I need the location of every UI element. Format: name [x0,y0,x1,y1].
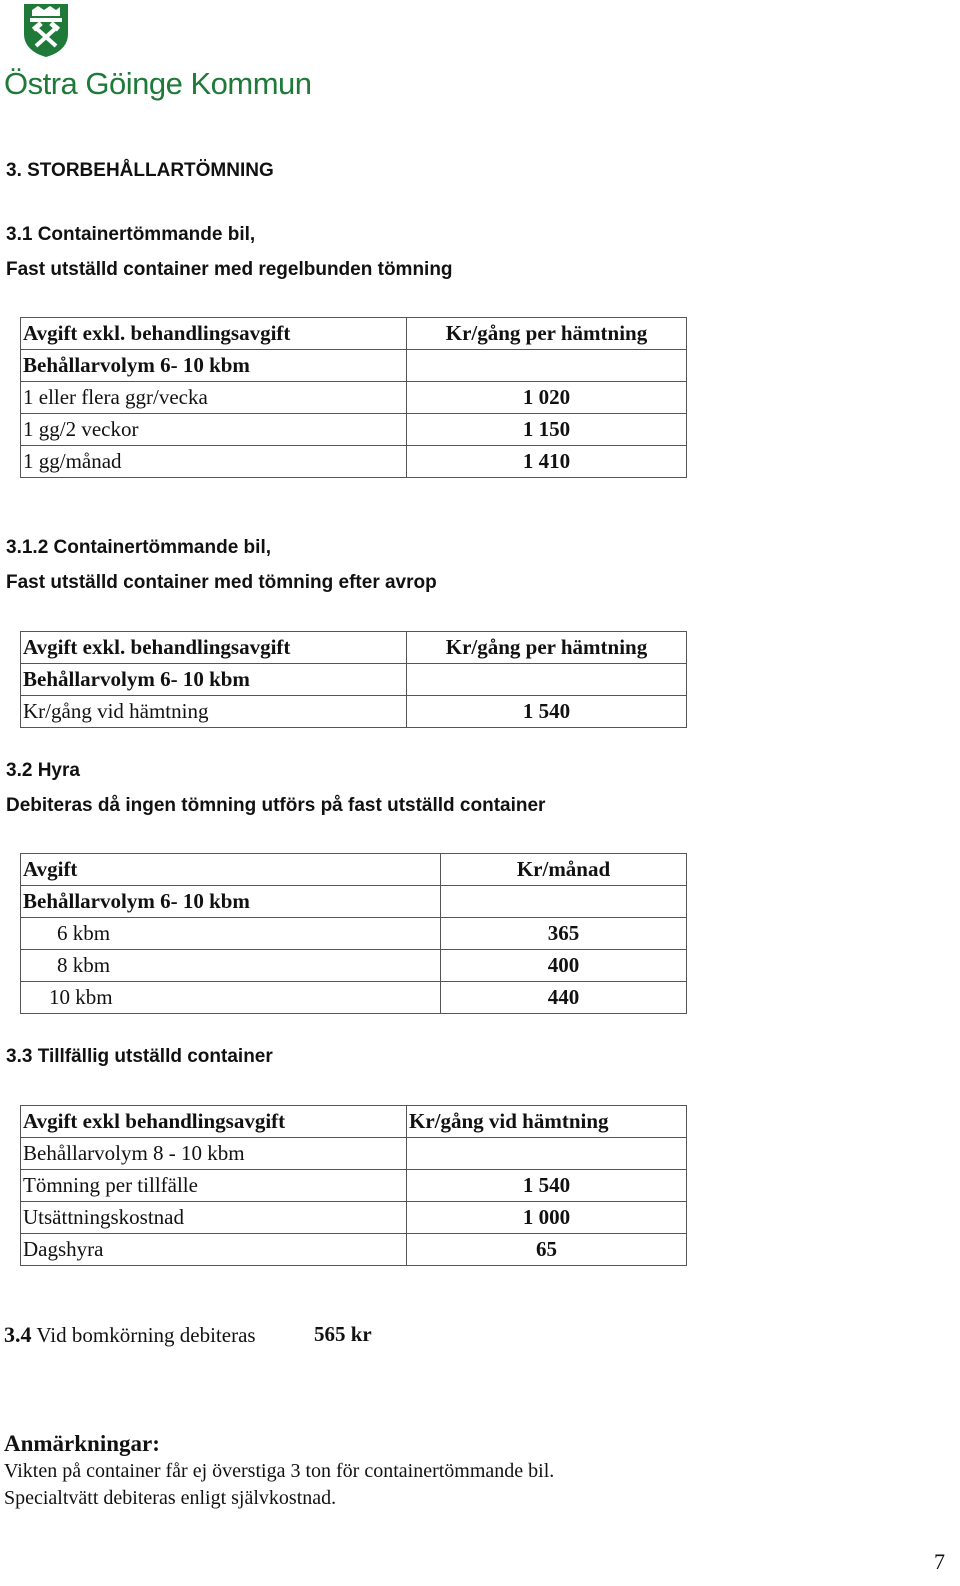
table-header-row [21,1106,687,1138]
header-left: Avgift exkl behandlingsavgift [21,1106,407,1138]
empty-cell [407,350,687,382]
empty-cell [407,1138,687,1170]
row-label: Tömning per tillfälle [21,1170,407,1202]
notes-line-1: Vikten på container får ej överstiga 3 ton för containertömmande bil. [4,1460,555,1482]
fee-table-rent [20,853,687,1014]
volume-subheader: Behållarvolym 8 - 10 kbm [21,1138,407,1170]
section-3-1-2-title: 3.1.2 Containertömmande bil, [6,537,271,558]
section-3-2-title: 3.2 Hyra [6,760,80,781]
empty-cell [407,664,687,696]
table-row [21,1202,687,1234]
volume-subheader: Behållarvolym 6- 10 kbm [21,350,407,382]
municipality-logo [22,2,70,58]
table-header-row [21,854,687,886]
row-value: 1 410 [407,446,687,478]
row-label: Dagshyra [21,1234,407,1266]
section-3-4-number: 3.4 [4,1322,32,1347]
section-3-1-title: 3.1 Containertömmande bil, [6,224,256,245]
table-header-row [21,632,687,664]
row-label: 1 eller flera ggr/vecka [21,382,407,414]
table-row [21,918,687,950]
row-value: 1 150 [407,414,687,446]
row-value: 1 540 [407,696,687,728]
row-label: Kr/gång vid hämtning [21,696,407,728]
section-3-2-subtitle: Debiteras då ingen tömning utförs på fast utställd container [6,795,546,816]
section-3-4-line [4,1322,372,1348]
header-right: Kr/gång per hämtning [407,318,687,350]
fee-table-regular-emptying [20,317,687,478]
page-number: 7 [934,1549,945,1574]
row-label: 8 kbm [21,950,441,982]
row-value: 365 [441,918,687,950]
notes-line-2: Specialtvätt debiteras enligt självkostnad. [4,1487,337,1509]
row-value: 400 [441,950,687,982]
row-label: 10 kbm [21,982,441,1014]
header-left: Avgift exkl. behandlingsavgift [21,318,407,350]
row-label: Utsättningskostnad [21,1202,407,1234]
table-row [21,1170,687,1202]
section-3-4-text: Vid bomkörning debiteras [36,1323,256,1347]
section-3-3-title: 3.3 Tillfällig utställd container [6,1046,273,1067]
coat-of-arms-icon [22,2,70,58]
table-row [21,414,687,446]
header-right: Kr/gång vid hämtning [407,1106,687,1138]
table-subheader-row [21,664,687,696]
table-row [21,1234,687,1266]
table-subheader-row [21,1138,687,1170]
fee-table-on-demand-emptying [20,631,687,728]
notes-heading: Anmärkningar: [4,1431,160,1456]
row-value: 1 540 [407,1170,687,1202]
header-left: Avgift exkl. behandlingsavgift [21,632,407,664]
header-right: Kr/gång per hämtning [407,632,687,664]
table-row [21,382,687,414]
row-label: 6 kbm [21,918,441,950]
row-label: 1 gg/2 veckor [21,414,407,446]
volume-subheader: Behållarvolym 6- 10 kbm [21,886,441,918]
table-row [21,950,687,982]
table-subheader-row [21,350,687,382]
section-3-1-subtitle: Fast utställd container med regelbunden tömning [6,259,453,280]
section-3-1-2-subtitle: Fast utställd container med tömning efter avrop [6,572,437,593]
main-title: 3. STORBEHÅLLARTÖMNING [6,160,274,181]
volume-subheader: Behållarvolym 6- 10 kbm [21,664,407,696]
table-row [21,982,687,1014]
table-row [21,696,687,728]
header-right: Kr/månad [441,854,687,886]
table-subheader-row [21,886,687,918]
row-label: 1 gg/månad [21,446,407,478]
row-value: 1 020 [407,382,687,414]
row-value: 65 [407,1234,687,1266]
section-3-4-value: 565 kr [314,1322,372,1346]
row-value: 440 [441,982,687,1014]
empty-cell [441,886,687,918]
row-value: 1 000 [407,1202,687,1234]
table-header-row [21,318,687,350]
municipality-name: Östra Göinge Kommun [4,66,312,101]
table-row [21,446,687,478]
header-left: Avgift [21,854,441,886]
fee-table-temporary-container [20,1105,687,1266]
